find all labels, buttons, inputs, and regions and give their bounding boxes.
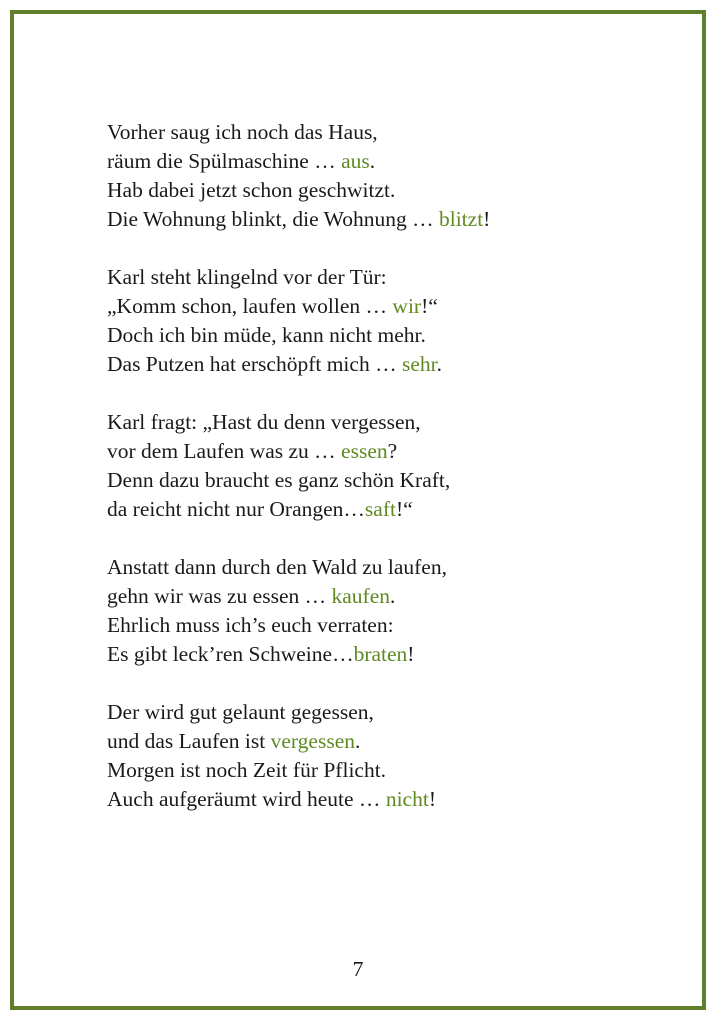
poem-line	[107, 263, 627, 292]
rhyme-word: braten	[353, 642, 408, 666]
line-text: Karl fragt: „Hast du denn vergessen,	[107, 410, 421, 434]
line-punctuation: .	[436, 352, 442, 376]
stanza-4	[107, 553, 627, 669]
rhyme-word: vergessen	[270, 729, 355, 753]
poem-line	[107, 350, 627, 379]
line-text: räum die Spülmaschine …	[107, 149, 342, 173]
rhyme-word: nicht	[385, 787, 429, 811]
line-punctuation: !	[407, 642, 415, 666]
line-text: vor dem Laufen was zu …	[107, 439, 342, 463]
poem-line	[107, 611, 627, 640]
rhyme-word: sehr	[401, 352, 437, 376]
poem-line	[107, 727, 627, 756]
line-text: Denn dazu braucht es ganz schön Kraft,	[107, 468, 451, 492]
line-text: Es gibt leck’ren Schweine…	[107, 642, 354, 666]
poem-line	[107, 118, 627, 147]
poem-line	[107, 147, 627, 176]
poem	[107, 118, 627, 814]
poem-line	[107, 756, 627, 785]
poem-line	[107, 698, 627, 727]
rhyme-word: wir	[392, 294, 422, 318]
line-text: und das Laufen ist	[107, 729, 271, 753]
line-text: Morgen ist noch Zeit für Pflicht.	[107, 758, 387, 782]
rhyme-word: aus	[341, 149, 370, 173]
line-text: „Komm schon, laufen wollen …	[107, 294, 393, 318]
line-punctuation: .	[369, 149, 376, 173]
poem-line	[107, 408, 627, 437]
line-text: Das Putzen hat erschöpft mich …	[107, 352, 402, 376]
line-punctuation: ?	[387, 439, 398, 463]
poem-line	[107, 582, 627, 611]
line-text: Doch ich bin müde, kann nicht mehr.	[107, 323, 426, 347]
poem-line	[107, 785, 627, 814]
line-punctuation: .	[355, 729, 361, 753]
page-number: 7	[352, 957, 364, 981]
line-text: da reicht nicht nur Orangen…	[107, 497, 365, 521]
line-punctuation: !	[428, 787, 436, 811]
line-text: Auch aufgeräumt wird heute …	[107, 787, 386, 811]
rhyme-word: saft	[364, 497, 396, 521]
line-text: Karl steht klingelnd vor der Tür:	[107, 265, 387, 289]
rhyme-word: blitzt	[438, 207, 484, 231]
poem-line	[107, 437, 627, 466]
rhyme-word: kaufen	[331, 584, 391, 608]
line-text: Vorher saug ich noch das Haus,	[107, 120, 378, 144]
line-text: gehn wir was zu essen …	[107, 584, 332, 608]
line-text: Die Wohnung blinkt, die Wohnung …	[107, 207, 439, 231]
line-punctuation: !“	[421, 294, 438, 318]
stanza-5	[107, 698, 627, 814]
line-text: Anstatt dann durch den Wald zu laufen,	[107, 555, 447, 579]
poem-line	[107, 466, 627, 495]
stanza-3	[107, 408, 627, 524]
poem-line	[107, 495, 627, 524]
poem-line	[107, 176, 627, 205]
poem-line	[107, 205, 627, 234]
stanza-2	[107, 263, 627, 379]
line-text: Der wird gut gelaunt gegessen,	[107, 700, 374, 724]
poem-line	[107, 553, 627, 582]
stanza-1	[107, 118, 627, 234]
poem-line	[107, 640, 627, 669]
poem-line	[107, 321, 627, 350]
line-punctuation: .	[390, 584, 396, 608]
line-text: Hab dabei jetzt schon geschwitzt.	[107, 178, 396, 202]
line-punctuation: !“	[395, 497, 413, 521]
rhyme-word: essen	[341, 439, 388, 463]
line-text: Ehrlich muss ich’s euch verraten:	[107, 613, 394, 637]
line-punctuation: !	[483, 207, 491, 231]
poem-line	[107, 292, 627, 321]
